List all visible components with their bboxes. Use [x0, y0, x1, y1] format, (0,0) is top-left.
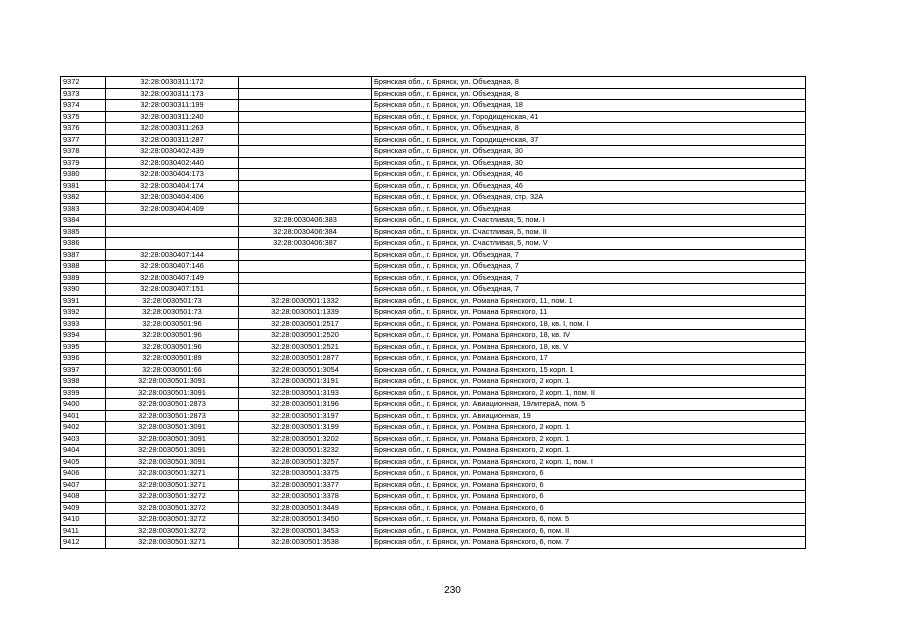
object-cadastral-number-cell	[239, 180, 372, 192]
object-cadastral-number-cell	[239, 100, 372, 112]
row-number-cell: 9410	[61, 514, 106, 526]
table-row	[61, 537, 806, 549]
row-number-cell: 9402	[61, 422, 106, 434]
row-number-cell: 9379	[61, 157, 106, 169]
parcel-cadastral-number-cell: 32:28:0030501:3271	[106, 479, 239, 491]
address-cell: Брянская обл., г. Брянск, ул. Объездная, стр. 32А	[372, 192, 806, 204]
address-cell: Брянская обл., г. Брянск, ул. Романа Брянского, 2 корп. 1, пом. I	[372, 456, 806, 468]
address-cell: Брянская обл., г. Брянск, ул. Романа Брянского, 2 корп. 1	[372, 376, 806, 388]
row-number-cell: 9407	[61, 479, 106, 491]
address-cell: Брянская обл., г. Брянск, ул. Романа Брянского, 17	[372, 353, 806, 365]
parcel-cadastral-number-cell: 32:28:0030311:263	[106, 123, 239, 135]
table-row	[61, 307, 806, 319]
row-number-cell: 9392	[61, 307, 106, 319]
parcel-cadastral-number-cell: 32:28:0030407:149	[106, 272, 239, 284]
row-number-cell: 9381	[61, 180, 106, 192]
parcel-cadastral-number-cell: 32:28:0030311:240	[106, 111, 239, 123]
row-number-cell: 9412	[61, 537, 106, 549]
object-cadastral-number-cell	[239, 111, 372, 123]
address-cell: Брянская обл., г. Брянск, ул. Городищенская, 41	[372, 111, 806, 123]
object-cadastral-number-cell: 32:28:0030501:3197	[239, 410, 372, 422]
object-cadastral-number-cell	[239, 146, 372, 158]
address-cell: Брянская обл., г. Брянск, ул. Авиационная, 19литераА, пом. 5	[372, 399, 806, 411]
object-cadastral-number-cell	[239, 77, 372, 89]
parcel-cadastral-number-cell: 32:28:0030407:146	[106, 261, 239, 273]
table-row	[61, 226, 806, 238]
row-number-cell: 9408	[61, 491, 106, 503]
parcel-cadastral-number-cell: 32:28:0030501:73	[106, 307, 239, 319]
table-row	[61, 284, 806, 296]
address-cell: Брянская обл., г. Брянск, ул. Романа Брянского, 6	[372, 479, 806, 491]
table-row	[61, 468, 806, 480]
parcel-cadastral-number-cell	[106, 215, 239, 227]
parcel-cadastral-number-cell: 32:28:0030501:3272	[106, 514, 239, 526]
row-number-cell: 9382	[61, 192, 106, 204]
row-number-cell: 9411	[61, 525, 106, 537]
table-row	[61, 203, 806, 215]
row-number-cell: 9386	[61, 238, 106, 250]
row-number-cell: 9406	[61, 468, 106, 480]
row-number-cell: 9401	[61, 410, 106, 422]
address-cell: Брянская обл., г. Брянск, ул. Романа Брянского, 2 корп. 1	[372, 422, 806, 434]
object-cadastral-number-cell	[239, 261, 372, 273]
table-row	[61, 410, 806, 422]
row-number-cell: 9378	[61, 146, 106, 158]
parcel-cadastral-number-cell: 32:28:0030501:3272	[106, 491, 239, 503]
object-cadastral-number-cell: 32:28:0030501:3375	[239, 468, 372, 480]
row-number-cell: 9397	[61, 364, 106, 376]
address-cell: Брянская обл., г. Брянск, ул. Романа Брянского, 6	[372, 502, 806, 514]
table-row	[61, 169, 806, 181]
parcel-cadastral-number-cell: 32:28:0030501:3091	[106, 387, 239, 399]
table-row	[61, 180, 806, 192]
object-cadastral-number-cell: 32:28:0030501:3193	[239, 387, 372, 399]
address-cell: Брянская обл., г. Брянск, ул. Романа Брянского, 15 корп. 1	[372, 364, 806, 376]
object-cadastral-number-cell: 32:28:0030501:3202	[239, 433, 372, 445]
address-cell: Брянская обл., г. Брянск, ул. Романа Брянского, 2 корп. 1, пом. II	[372, 387, 806, 399]
address-cell: Брянская обл., г. Брянск, ул. Романа Брянского, 2 корп. 1	[372, 433, 806, 445]
row-number-cell: 9384	[61, 215, 106, 227]
address-cell: Брянская обл., г. Брянск, ул. Романа Брянского, 11	[372, 307, 806, 319]
row-number-cell: 9383	[61, 203, 106, 215]
parcel-cadastral-number-cell: 32:28:0030404:173	[106, 169, 239, 181]
row-number-cell: 9372	[61, 77, 106, 89]
parcel-cadastral-number-cell: 32:28:0030402:439	[106, 146, 239, 158]
parcel-cadastral-number-cell: 32:28:0030404:406	[106, 192, 239, 204]
table-row	[61, 387, 806, 399]
object-cadastral-number-cell: 32:28:0030501:2520	[239, 330, 372, 342]
table-row	[61, 272, 806, 284]
address-cell: Брянская обл., г. Брянск, ул. Романа Брянского, 18, кв. V	[372, 341, 806, 353]
parcel-cadastral-number-cell: 32:28:0030501:3272	[106, 502, 239, 514]
object-cadastral-number-cell: 32:28:0030501:3453	[239, 525, 372, 537]
object-cadastral-number-cell	[239, 157, 372, 169]
address-cell: Брянская обл., г. Брянск, ул. Объездная, 7	[372, 272, 806, 284]
object-cadastral-number-cell: 32:28:0030501:3378	[239, 491, 372, 503]
parcel-cadastral-number-cell	[106, 238, 239, 250]
address-cell: Брянская обл., г. Брянск, ул. Счастливая, 5, пом. I	[372, 215, 806, 227]
parcel-cadastral-number-cell: 32:28:0030407:144	[106, 249, 239, 261]
table-row	[61, 318, 806, 330]
parcel-cadastral-number-cell	[106, 226, 239, 238]
table-row	[61, 295, 806, 307]
object-cadastral-number-cell	[239, 123, 372, 135]
table-row	[61, 364, 806, 376]
object-cadastral-number-cell: 32:28:0030501:3450	[239, 514, 372, 526]
registry-table-body	[61, 77, 806, 549]
row-number-cell: 9403	[61, 433, 106, 445]
row-number-cell: 9376	[61, 123, 106, 135]
object-cadastral-number-cell: 32:28:0030501:2517	[239, 318, 372, 330]
object-cadastral-number-cell: 32:28:0030501:3232	[239, 445, 372, 457]
address-cell: Брянская обл., г. Брянск, ул. Объездная, 30	[372, 146, 806, 158]
object-cadastral-number-cell: 32:28:0030501:2521	[239, 341, 372, 353]
row-number-cell: 9380	[61, 169, 106, 181]
parcel-cadastral-number-cell: 32:28:0030501:3272	[106, 525, 239, 537]
table-row	[61, 157, 806, 169]
table-row	[61, 353, 806, 365]
address-cell: Брянская обл., г. Брянск, ул. Романа Брянского, 6, пом. II	[372, 525, 806, 537]
address-cell: Брянская обл., г. Брянск, ул. Счастливая, 5, пом. V	[372, 238, 806, 250]
object-cadastral-number-cell: 32:28:0030501:2877	[239, 353, 372, 365]
row-number-cell: 9390	[61, 284, 106, 296]
object-cadastral-number-cell	[239, 284, 372, 296]
table-row	[61, 238, 806, 250]
parcel-cadastral-number-cell: 32:28:0030501:3091	[106, 376, 239, 388]
row-number-cell: 9374	[61, 100, 106, 112]
address-cell: Брянская обл., г. Брянск, ул. Объездная, 18	[372, 100, 806, 112]
parcel-cadastral-number-cell: 32:28:0030501:96	[106, 318, 239, 330]
row-number-cell: 9400	[61, 399, 106, 411]
parcel-cadastral-number-cell: 32:28:0030402:440	[106, 157, 239, 169]
parcel-cadastral-number-cell: 32:28:0030501:66	[106, 364, 239, 376]
address-cell: Брянская обл., г. Брянск, ул. Объездная, 46	[372, 180, 806, 192]
parcel-cadastral-number-cell: 32:28:0030501:96	[106, 341, 239, 353]
parcel-cadastral-number-cell: 32:28:0030501:2873	[106, 399, 239, 411]
object-cadastral-number-cell	[239, 272, 372, 284]
address-cell: Брянская обл., г. Брянск, ул. Городищенская, 37	[372, 134, 806, 146]
table-row	[61, 341, 806, 353]
row-number-cell: 9387	[61, 249, 106, 261]
object-cadastral-number-cell: 32:28:0030406:387	[239, 238, 372, 250]
table-row	[61, 525, 806, 537]
table-row	[61, 502, 806, 514]
table-row	[61, 491, 806, 503]
table-row	[61, 146, 806, 158]
table-row	[61, 422, 806, 434]
table-row	[61, 134, 806, 146]
parcel-cadastral-number-cell: 32:28:0030501:3091	[106, 422, 239, 434]
table-row	[61, 456, 806, 468]
row-number-cell: 9391	[61, 295, 106, 307]
row-number-cell: 9396	[61, 353, 106, 365]
row-number-cell: 9377	[61, 134, 106, 146]
table-row	[61, 376, 806, 388]
parcel-cadastral-number-cell: 32:28:0030501:3091	[106, 456, 239, 468]
row-number-cell: 9375	[61, 111, 106, 123]
table-row	[61, 399, 806, 411]
parcel-cadastral-number-cell: 32:28:0030501:3271	[106, 468, 239, 480]
address-cell: Брянская обл., г. Брянск, ул. Счастливая, 5, пом. II	[372, 226, 806, 238]
object-cadastral-number-cell: 32:28:0030501:3054	[239, 364, 372, 376]
table-row	[61, 192, 806, 204]
object-cadastral-number-cell: 32:28:0030406:383	[239, 215, 372, 227]
object-cadastral-number-cell: 32:28:0030501:3257	[239, 456, 372, 468]
table-row	[61, 88, 806, 100]
table-row	[61, 433, 806, 445]
object-cadastral-number-cell	[239, 88, 372, 100]
address-cell: Брянская обл., г. Брянск, ул. Романа Брянского, 18, кв. IV	[372, 330, 806, 342]
parcel-cadastral-number-cell: 32:28:0030404:174	[106, 180, 239, 192]
object-cadastral-number-cell	[239, 249, 372, 261]
address-cell: Брянская обл., г. Брянск, ул. Объездная, 8	[372, 123, 806, 135]
parcel-cadastral-number-cell: 32:28:0030404:409	[106, 203, 239, 215]
object-cadastral-number-cell	[239, 192, 372, 204]
parcel-cadastral-number-cell: 32:28:0030407:151	[106, 284, 239, 296]
parcel-cadastral-number-cell: 32:28:0030501:89	[106, 353, 239, 365]
table-row	[61, 111, 806, 123]
parcel-cadastral-number-cell: 32:28:0030501:3091	[106, 433, 239, 445]
address-cell: Брянская обл., г. Брянск, ул. Романа Брянского, 11, пом. 1	[372, 295, 806, 307]
address-cell: Брянская обл., г. Брянск, ул. Объездная, 7	[372, 284, 806, 296]
table-row	[61, 261, 806, 273]
object-cadastral-number-cell	[239, 203, 372, 215]
row-number-cell: 9409	[61, 502, 106, 514]
table-row	[61, 514, 806, 526]
parcel-cadastral-number-cell: 32:28:0030501:3271	[106, 537, 239, 549]
object-cadastral-number-cell: 32:28:0030501:3449	[239, 502, 372, 514]
parcel-cadastral-number-cell: 32:28:0030501:96	[106, 330, 239, 342]
object-cadastral-number-cell: 32:28:0030406:384	[239, 226, 372, 238]
row-number-cell: 9393	[61, 318, 106, 330]
parcel-cadastral-number-cell: 32:28:0030311:287	[106, 134, 239, 146]
object-cadastral-number-cell: 32:28:0030501:3377	[239, 479, 372, 491]
page-number: 230	[444, 585, 461, 596]
row-number-cell: 9404	[61, 445, 106, 457]
row-number-cell: 9373	[61, 88, 106, 100]
address-cell: Брянская обл., г. Брянск, ул. Романа Брянского, 18, кв. I, пом. I	[372, 318, 806, 330]
address-cell: Брянская обл., г. Брянск, ул. Романа Брянского, 6	[372, 491, 806, 503]
address-cell: Брянская обл., г. Брянск, ул. Авиационная, 19	[372, 410, 806, 422]
address-cell: Брянская обл., г. Брянск, ул. Романа Брянского, 6, пом. 7	[372, 537, 806, 549]
object-cadastral-number-cell: 32:28:0030501:3538	[239, 537, 372, 549]
address-cell: Брянская обл., г. Брянск, ул. Объездная	[372, 203, 806, 215]
address-cell: Брянская обл., г. Брянск, ул. Объездная, 8	[372, 88, 806, 100]
table-row	[61, 249, 806, 261]
table-row	[61, 77, 806, 89]
row-number-cell: 9395	[61, 341, 106, 353]
row-number-cell: 9394	[61, 330, 106, 342]
table-row	[61, 100, 806, 112]
object-cadastral-number-cell: 32:28:0030501:1332	[239, 295, 372, 307]
parcel-cadastral-number-cell: 32:28:0030311:199	[106, 100, 239, 112]
object-cadastral-number-cell: 32:28:0030501:3196	[239, 399, 372, 411]
table-row	[61, 445, 806, 457]
row-number-cell: 9398	[61, 376, 106, 388]
row-number-cell: 9399	[61, 387, 106, 399]
object-cadastral-number-cell	[239, 169, 372, 181]
table-row	[61, 330, 806, 342]
table-row	[61, 479, 806, 491]
address-cell: Брянская обл., г. Брянск, ул. Объездная, 30	[372, 157, 806, 169]
parcel-cadastral-number-cell: 32:28:0030501:3091	[106, 445, 239, 457]
object-cadastral-number-cell: 32:28:0030501:1339	[239, 307, 372, 319]
address-cell: Брянская обл., г. Брянск, ул. Объездная, 8	[372, 77, 806, 89]
row-number-cell: 9389	[61, 272, 106, 284]
row-number-cell: 9388	[61, 261, 106, 273]
address-cell: Брянская обл., г. Брянск, ул. Романа Брянского, 6, пом. 5	[372, 514, 806, 526]
object-cadastral-number-cell: 32:28:0030501:3199	[239, 422, 372, 434]
address-cell: Брянская обл., г. Брянск, ул. Объездная, 46	[372, 169, 806, 181]
address-cell: Брянская обл., г. Брянск, ул. Объездная, 7	[372, 261, 806, 273]
parcel-cadastral-number-cell: 32:28:0030501:73	[106, 295, 239, 307]
table-row	[61, 123, 806, 135]
object-cadastral-number-cell	[239, 134, 372, 146]
row-number-cell: 9385	[61, 226, 106, 238]
parcel-cadastral-number-cell: 32:28:0030311:172	[106, 77, 239, 89]
table-row	[61, 215, 806, 227]
parcel-cadastral-number-cell: 32:28:0030501:2873	[106, 410, 239, 422]
address-cell: Брянская обл., г. Брянск, ул. Объездная, 7	[372, 249, 806, 261]
address-cell: Брянская обл., г. Брянск, ул. Романа Брянского, 2 корп. 1	[372, 445, 806, 457]
registry-table	[60, 76, 806, 549]
row-number-cell: 9405	[61, 456, 106, 468]
object-cadastral-number-cell: 32:28:0030501:3191	[239, 376, 372, 388]
address-cell: Брянская обл., г. Брянск, ул. Романа Брянского, 6	[372, 468, 806, 480]
parcel-cadastral-number-cell: 32:28:0030311:173	[106, 88, 239, 100]
